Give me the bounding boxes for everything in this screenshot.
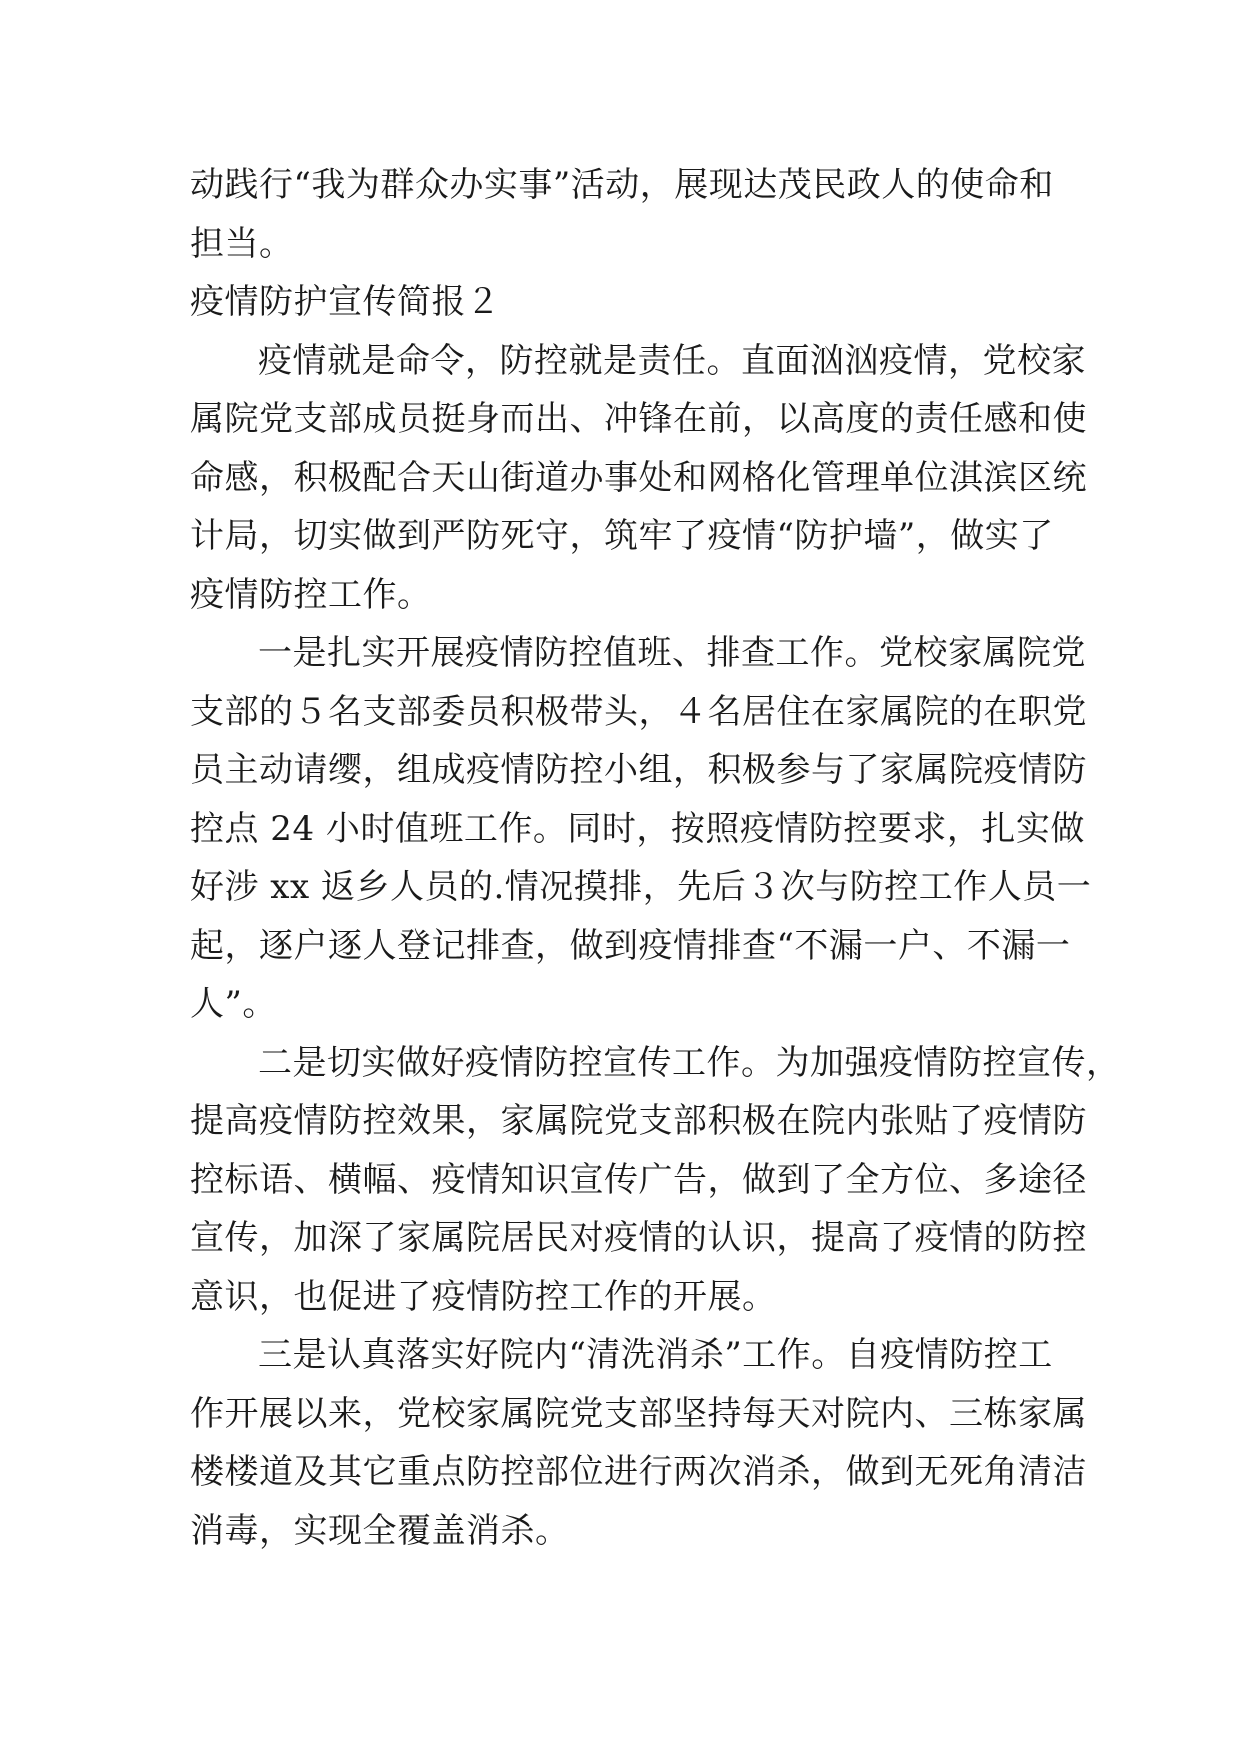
paragraph-line: 控点 24 小时值班工作。同时，按照疫情防控要求，扎实做 bbox=[190, 808, 1085, 849]
paragraph-line: 宣传，加深了家属院居民对疫情的认识，提高了疫情的防控 bbox=[190, 1218, 1087, 1258]
paragraph-line: 楼楼道及其它重点防控部位进行两次消杀，做到无死角清洁 bbox=[190, 1452, 1087, 1492]
paragraph-line: 起，逐户逐人登记排查，做到疫情排查“不漏一户、不漏一 bbox=[190, 925, 1071, 966]
paragraph-line: 作开展以来，党校家属院党支部坚持每天对院内、三栋家属 bbox=[190, 1393, 1087, 1434]
paragraph-line: 计局，切实做到严防死守，筑牢了疫情“防护墙”，做实了 bbox=[190, 516, 1054, 556]
paragraph-line: 提高疫情防控效果，家属院党支部积极在院内张贴了疫情防 bbox=[190, 1101, 1087, 1141]
continuation-line: 担当。 bbox=[190, 223, 294, 264]
paragraph-line: 人”。 bbox=[190, 984, 277, 1024]
paragraph-disinfection bbox=[190, 1326, 1087, 1560]
paragraph-line: 二是切实做好疫情防控宣传工作。为加强疫情防控宣传， bbox=[258, 1042, 1121, 1083]
paragraph-duty-screening bbox=[190, 624, 1092, 1034]
paragraph-line: 疫情就是命令，防控就是责任。直面汹汹疫情，党校家 bbox=[258, 340, 1086, 381]
paragraph-line: 员主动请缨，组成疫情防控小组，积极参与了家属院疫情防 bbox=[190, 750, 1087, 790]
document-body bbox=[190, 156, 1121, 1560]
paragraph-intro bbox=[190, 332, 1087, 625]
paragraph-line: 好涉 xx 返乡人员的.情况摸排，先后３次与防控工作人员一 bbox=[190, 867, 1092, 907]
paragraph-line: 控标语、横幅、疫情知识宣传广告，做到了全方位、多途径 bbox=[190, 1159, 1087, 1200]
continuation-line: 动践行“我为群众办实事”活动，展现达茂民政人的使命和 bbox=[190, 165, 1054, 205]
paragraph-publicity bbox=[190, 1034, 1121, 1327]
paragraph-line: 三是认真落实好院内“清洗消杀”工作。自疫情防控工 bbox=[258, 1335, 1053, 1375]
paragraph-line: 消毒，实现全覆盖消杀。 bbox=[190, 1510, 570, 1551]
paragraph-line: 属院党支部成员挺身而出、冲锋在前，以高度的责任感和使 bbox=[190, 399, 1087, 439]
paragraph-line: 支部的５名支部委员积极带头，４名居住在家属院的在职党 bbox=[190, 691, 1087, 732]
paragraph-line: 疫情防控工作。 bbox=[190, 574, 432, 615]
section-title: 疫情防护宣传简报２ bbox=[190, 282, 501, 322]
paragraph-line: 一是扎实开展疫情防控值班、排查工作。党校家属院党 bbox=[258, 633, 1086, 673]
paragraph-line: 命感，积极配合天山街道办事处和网格化管理单位淇滨区统 bbox=[190, 457, 1087, 498]
paragraph-line: 意识，也促进了疫情防控工作的开展。 bbox=[190, 1276, 777, 1317]
